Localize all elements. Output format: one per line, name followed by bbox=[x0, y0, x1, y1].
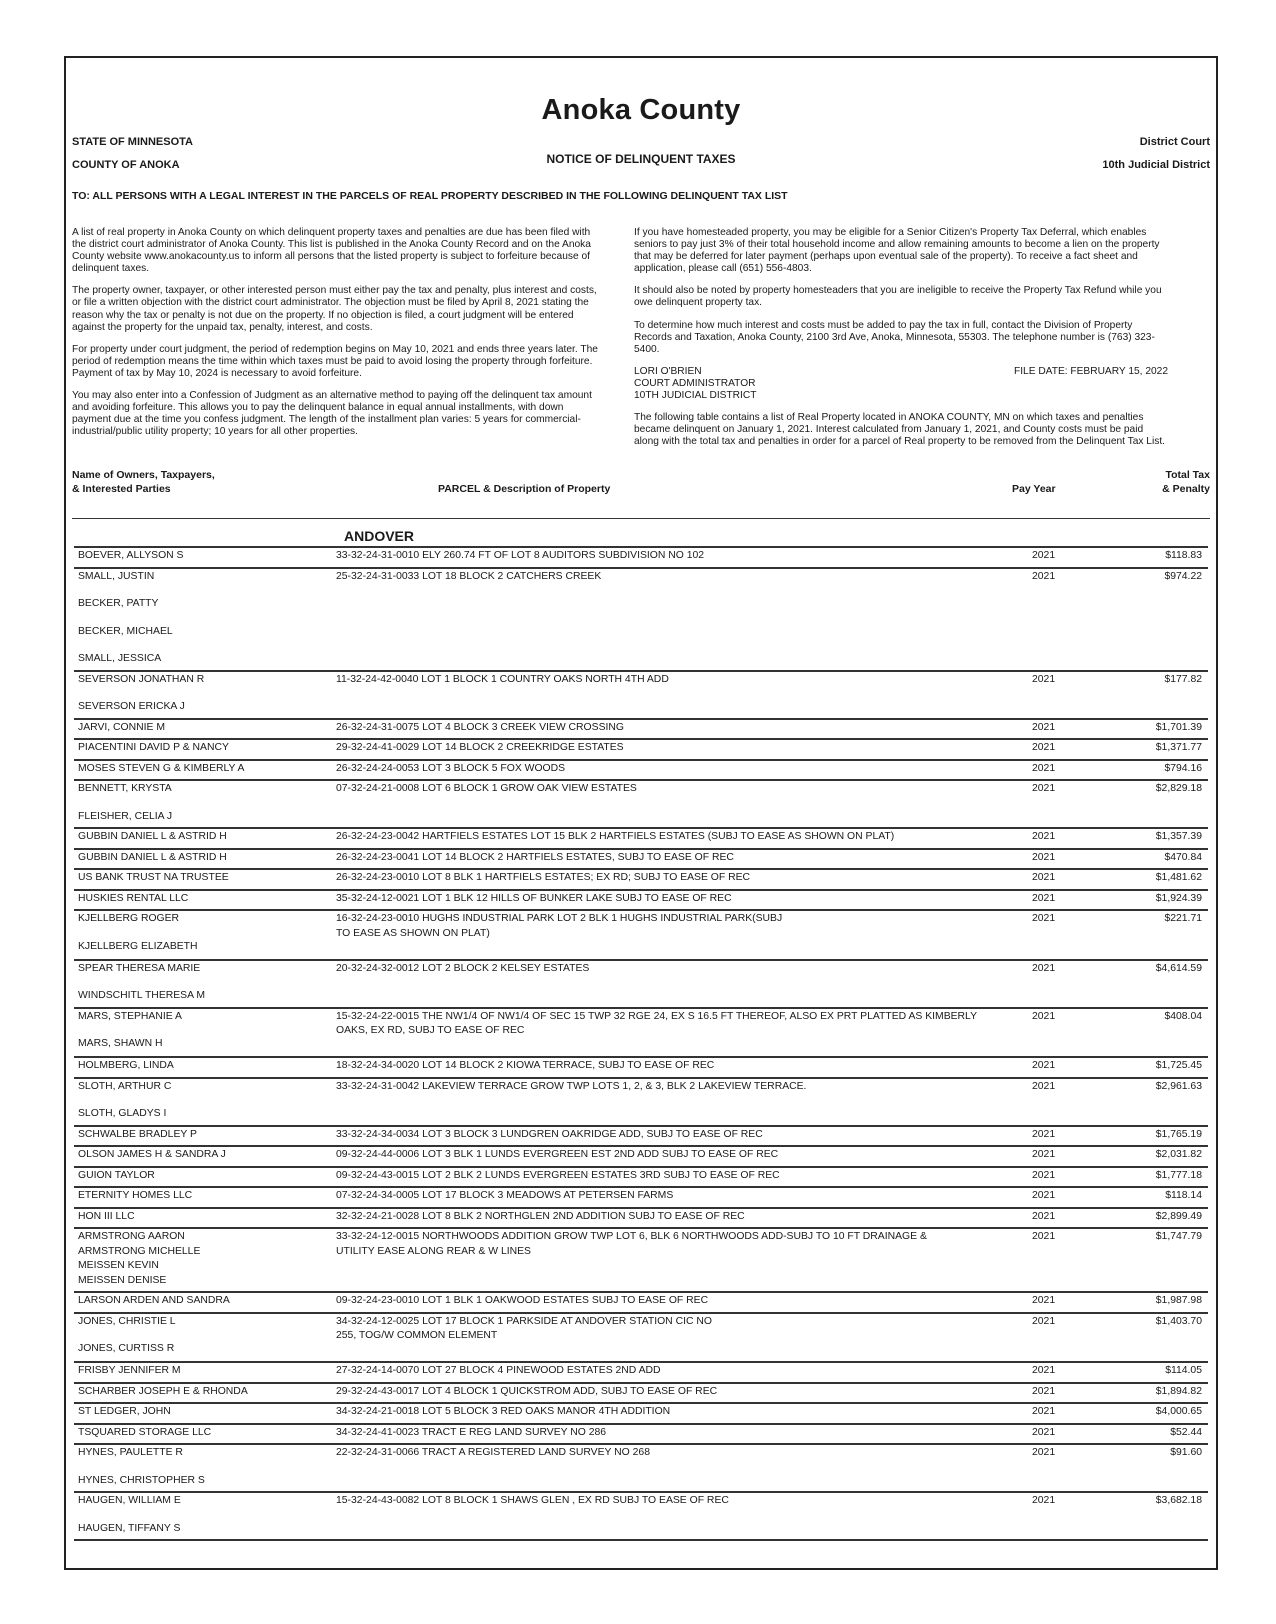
total-amount-cell: $1,701.39 bbox=[1155, 721, 1202, 733]
row-spacer bbox=[336, 797, 1016, 810]
owner-name: SCHWALBE BRADLEY P bbox=[78, 1128, 197, 1140]
pay-year-cell: 2021 bbox=[1032, 1426, 1056, 1438]
total-amount-cell: $4,000.65 bbox=[1155, 1406, 1202, 1417]
parcel-line: 16-32-24-23-0010 HUGHS INDUSTRIAL PARK LOT 2 BLK 1 HUGHS INDUSTRIAL PARK(SUBJ bbox=[336, 913, 783, 924]
intro-right-column bbox=[634, 227, 1168, 458]
total-amount-cell: $794.16 bbox=[1164, 762, 1202, 774]
parcel-description bbox=[336, 1405, 1016, 1420]
owner-name: MOSES STEVEN G & KIMBERLY A bbox=[78, 762, 245, 774]
parcel-line: 15-32-24-43-0082 LOT 8 BLOCK 1 SHAWS GLEN , EX RD SUBJ TO EASE OF REC bbox=[336, 1495, 729, 1506]
owner-name: BECKER, MICHAEL bbox=[78, 625, 173, 637]
section-heading: ANDOVER bbox=[344, 528, 415, 544]
parcel-line: 32-32-24-21-0028 LOT 8 BLK 2 NORTHGLEN 2ND ADDITION SUBJ TO EASE OF REC bbox=[336, 1210, 745, 1222]
owner-name: FLEISHER, CELIA J bbox=[78, 810, 173, 822]
owner-cell bbox=[78, 1148, 338, 1163]
total-amount-cell: $2,899.49 bbox=[1155, 1210, 1202, 1222]
parcel-line: 09-32-24-44-0006 LOT 3 BLK 1 LUNDS EVERGREEN EST 2ND ADD SUBJ TO EASE OF REC bbox=[336, 1149, 779, 1160]
total-amount-cell: $1,765.19 bbox=[1155, 1128, 1202, 1140]
pay-year-cell: 2021 bbox=[1032, 1231, 1056, 1242]
owner-cell bbox=[78, 1210, 338, 1225]
owner-name: SCHARBER JOSEPH E & RHONDA bbox=[78, 1385, 248, 1397]
parcel-column-header: PARCEL & Description of Property bbox=[438, 483, 611, 495]
owner-name: ETERNITY HOMES LLC bbox=[78, 1190, 193, 1201]
owner-spacer bbox=[78, 612, 338, 625]
owner-cell bbox=[78, 1128, 338, 1143]
row-spacer bbox=[336, 1094, 1016, 1107]
total-amount-cell: $52.44 bbox=[1170, 1426, 1202, 1438]
owner-spacer bbox=[78, 1509, 338, 1522]
intro-left-column bbox=[72, 227, 600, 448]
row-spacer bbox=[336, 1259, 1016, 1274]
owner-name: MARS, STEPHANIE A bbox=[78, 1010, 182, 1022]
owner-name: MEISSEN DENISE bbox=[78, 1274, 167, 1286]
table-row bbox=[74, 889, 1208, 910]
owner-spacer bbox=[78, 1024, 338, 1037]
notice-frame bbox=[64, 56, 1218, 1570]
parcel-line: 33-32-24-12-0015 NORTHWOODS ADDITION GROW TWP LOT 6, BLK 6 NORTHWOODS ADD-SUBJ TO 10 FT DRAINAGE & bbox=[336, 1231, 927, 1242]
total-amount-cell: $974.22 bbox=[1164, 570, 1202, 582]
parcel-description bbox=[336, 871, 1016, 886]
pay-year-cell: 2021 bbox=[1032, 550, 1056, 561]
parcel-description bbox=[336, 1169, 1016, 1184]
owner-name: HON III LLC bbox=[78, 1210, 135, 1222]
total-amount-cell: $1,924.39 bbox=[1155, 892, 1202, 904]
state-label: STATE OF MINNESOTA bbox=[72, 136, 193, 148]
table-row bbox=[74, 909, 1208, 959]
owner-cell bbox=[78, 782, 338, 824]
table-row bbox=[74, 1402, 1208, 1423]
table-row bbox=[74, 1007, 1208, 1057]
table-row bbox=[74, 1491, 1208, 1541]
owner-name: PIACENTINI DAVID P & NANCY bbox=[78, 742, 229, 753]
table-row bbox=[74, 1423, 1208, 1444]
intro-paragraph: It should also be noted by property homesteaders that you are ineligible to receive the Property Tax Refund while you owe delinquent property tax. bbox=[634, 285, 1162, 309]
district-label: 10th Judicial District bbox=[1102, 159, 1210, 171]
parcel-line: 33-32-24-31-0010 ELY 260.74 FT OF LOT 8 AUDITORS SUBDIVISION NO 102 bbox=[336, 550, 705, 561]
total-amount-cell: $118.14 bbox=[1165, 1190, 1202, 1201]
intro-paragraph: For property under court judgment, the period of redemption begins on May 10, 2021 and ends three years later. The period of redemption means the time within which taxes must be paid to avoid losing the property through forfeiture. Payment of tax by May 10, 2024 is necessary to avoid forfeiture. bbox=[72, 343, 598, 379]
total-amount-cell: $1,894.82 bbox=[1155, 1385, 1202, 1397]
total-amount-cell: $470.84 bbox=[1164, 851, 1202, 863]
parcel-line: 27-32-24-14-0070 LOT 27 BLOCK 4 PINEWOOD ESTATES 2ND ADD bbox=[336, 1365, 661, 1376]
owner-spacer bbox=[78, 687, 338, 700]
parcel-description bbox=[336, 1230, 1016, 1288]
parcel-description bbox=[336, 1294, 1016, 1309]
parcel-description bbox=[336, 1210, 1016, 1225]
owner-name: HYNES, CHRISTOPHER S bbox=[78, 1474, 205, 1486]
owner-name: GUBBIN DANIEL L & ASTRID H bbox=[78, 851, 227, 863]
pay-year-cell: 2021 bbox=[1032, 1169, 1056, 1181]
owner-cell bbox=[78, 1385, 338, 1400]
file-date: FILE DATE: FEBRUARY 15, 2022 bbox=[1013, 365, 1168, 377]
parcel-description bbox=[336, 741, 1016, 756]
owner-cell bbox=[78, 1494, 338, 1536]
pay-year-cell: 2021 bbox=[1032, 1010, 1056, 1022]
table-row bbox=[74, 1207, 1208, 1228]
total-amount-cell: $221.71 bbox=[1164, 913, 1202, 924]
owner-spacer bbox=[78, 584, 338, 597]
parcel-description bbox=[336, 673, 1016, 715]
row-spacer bbox=[336, 1461, 1016, 1474]
row-spacer bbox=[336, 652, 1016, 667]
parcel-line: 35-32-24-12-0021 LOT 1 BLK 12 HILLS OF BUNKER LAKE SUBJ TO EASE OF REC bbox=[336, 892, 732, 904]
owner-cell bbox=[78, 1230, 338, 1288]
owner-name: BENNETT, KRYSTA bbox=[78, 783, 172, 794]
parcel-description bbox=[336, 1010, 1016, 1054]
parcel-description bbox=[336, 892, 1016, 907]
total-amount-cell: $118.83 bbox=[1165, 550, 1202, 561]
parcel-description bbox=[336, 1080, 1016, 1122]
parcel-description bbox=[336, 721, 1016, 736]
parcel-description bbox=[336, 1385, 1016, 1400]
parcel-line: 26-32-24-31-0075 LOT 4 BLOCK 3 CREEK VIEW CROSSING bbox=[336, 721, 624, 733]
total-amount-cell: $1,987.98 bbox=[1155, 1295, 1202, 1306]
table-row bbox=[74, 738, 1208, 759]
table-row bbox=[74, 1077, 1208, 1125]
parcel-line: 26-32-24-23-0041 LOT 14 BLOCK 2 HARTFIELS ESTATES, SUBJ TO EASE OF REC bbox=[336, 851, 734, 863]
owner-name: MARS, SHAWN H bbox=[78, 1038, 163, 1049]
to-line: TO: ALL PERSONS WITH A LEGAL INTEREST IN THE PARCELS OF REAL PROPERTY DESCRIBED IN THE FOLLOWING DELINQUENT TAX LIST bbox=[72, 190, 788, 202]
pay-year-cell: 2021 bbox=[1032, 1365, 1056, 1376]
owner-spacer bbox=[78, 1329, 338, 1342]
row-spacer bbox=[336, 700, 1016, 715]
pay-year-cell: 2021 bbox=[1032, 1210, 1056, 1222]
owner-cell bbox=[78, 962, 338, 1004]
parcel-line: 29-32-24-43-0017 LOT 4 BLOCK 1 QUICKSTROM ADD, SUBJ TO EASE OF REC bbox=[336, 1385, 718, 1397]
total-amount-cell: $1,777.18 bbox=[1155, 1169, 1202, 1181]
county-label: COUNTY OF ANOKA bbox=[72, 159, 180, 171]
parcel-description bbox=[336, 1364, 1016, 1379]
owner-name: OLSON JAMES H & SANDRA J bbox=[78, 1149, 226, 1160]
parcel-line: 25-32-24-31-0033 LOT 18 BLOCK 2 CATCHERS CREEK bbox=[336, 570, 602, 582]
owner-spacer bbox=[78, 639, 338, 652]
owner-name: GUBBIN DANIEL L & ASTRID H bbox=[78, 831, 227, 842]
intro-paragraph: The property owner, taxpayer, or other interested person must either pay the tax and penalty, plus interest and costs, or file a written objection with the district court administrator. The objection must be filed by April 8, 2021 stating the reason why the tax or penalty is not due on the property. If no objection is filed, a court judgment will be entered against the property for the unpaid tax, penalty, interest, and costs. bbox=[72, 285, 597, 333]
total-amount-cell: $1,725.45 bbox=[1155, 1060, 1202, 1071]
total-column-header: Total Tax & Penalty bbox=[1162, 469, 1210, 495]
owner-name: FRISBY JENNIFER M bbox=[78, 1365, 181, 1376]
parcel-description bbox=[336, 570, 1016, 667]
owner-cell bbox=[78, 1364, 338, 1379]
owner-cell bbox=[78, 1315, 338, 1357]
owner-cell bbox=[78, 570, 338, 667]
parcel-description bbox=[336, 549, 1016, 564]
owner-column-header: Name of Owners, Taxpayers, & Interested Parties bbox=[72, 469, 215, 495]
table-row bbox=[74, 1166, 1208, 1187]
court-label: District Court bbox=[1139, 136, 1210, 148]
table-row bbox=[74, 1361, 1208, 1382]
pay-year-cell: 2021 bbox=[1032, 1080, 1056, 1092]
row-spacer bbox=[336, 1509, 1016, 1522]
intro-paragraph: The following table contains a list of Real Property located in ANOKA COUNTY, MN on which taxes and penalties became delinquent on January 1, 2021. Interest calculated from January 1, 2021, and County costs must be paid along with the total tax and penalties in order for a parcel of Real property to be removed from the Delinquent Tax List. bbox=[634, 412, 1165, 448]
row-spacer bbox=[336, 584, 1016, 597]
parcel-line: 09-32-24-23-0010 LOT 1 BLK 1 OAKWOOD ESTATES SUBJ TO EASE OF REC bbox=[336, 1295, 709, 1306]
row-spacer bbox=[336, 1039, 1016, 1054]
owner-cell bbox=[78, 721, 338, 736]
total-amount-cell: $2,829.18 bbox=[1155, 783, 1202, 794]
owner-name: HUSKIES RENTAL LLC bbox=[78, 892, 189, 904]
owner-name: HAUGEN, WILLIAM E bbox=[78, 1495, 181, 1506]
owner-cell bbox=[78, 1446, 338, 1488]
pay-year-cell: 2021 bbox=[1032, 892, 1056, 904]
pay-year-cell: 2021 bbox=[1032, 673, 1056, 685]
row-spacer bbox=[336, 976, 1016, 989]
row-spacer bbox=[336, 597, 1016, 612]
parcel-line: 33-32-24-34-0034 LOT 3 BLOCK 3 LUNDGREN OAKRIDGE ADD, SUBJ TO EASE OF REC bbox=[336, 1128, 763, 1140]
owner-name: KJELLBERG ROGER bbox=[78, 913, 180, 924]
owner-cell bbox=[78, 830, 338, 845]
owner-name: ARMSTRONG MICHELLE bbox=[78, 1245, 201, 1257]
parcel-line: OAKS, EX RD, SUBJ TO EASE OF REC bbox=[336, 1025, 525, 1036]
row-spacer bbox=[336, 1274, 1016, 1289]
total-amount-cell: $2,961.63 bbox=[1155, 1080, 1202, 1092]
total-amount-cell: $1,357.39 bbox=[1155, 831, 1202, 842]
table-row bbox=[74, 567, 1208, 670]
parcel-description bbox=[336, 1128, 1016, 1143]
owner-spacer bbox=[78, 1461, 338, 1474]
owner-name: ST LEDGER, JOHN bbox=[78, 1406, 171, 1417]
table-row bbox=[74, 779, 1208, 827]
parcel-description bbox=[336, 962, 1016, 1004]
parcel-description bbox=[336, 1148, 1016, 1163]
owner-name: HOLMBERG, LINDA bbox=[78, 1060, 174, 1071]
delinquent-tax-list bbox=[74, 546, 1208, 1541]
pay-year-cell: 2021 bbox=[1032, 721, 1056, 733]
owner-name: US BANK TRUST NA TRUSTEE bbox=[78, 872, 229, 883]
owner-cell bbox=[78, 1189, 338, 1204]
parcel-line: 15-32-24-22-0015 THE NW1/4 OF NW1/4 OF SEC 15 TWP 32 RGE 24, EX S 16.5 FT THEREOF, ALSO EX PRT PLATTED AS KIMBERLY bbox=[336, 1010, 977, 1022]
owner-cell bbox=[78, 1010, 338, 1052]
owner-name: MEISSEN KEVIN bbox=[78, 1260, 159, 1271]
owner-cell bbox=[78, 851, 338, 866]
total-amount-cell: $3,682.18 bbox=[1155, 1495, 1202, 1506]
row-spacer bbox=[336, 989, 1016, 1004]
pay-year-cell: 2021 bbox=[1032, 570, 1056, 582]
pay-year-cell: 2021 bbox=[1032, 762, 1056, 774]
owner-name: HAUGEN, TIFFANY S bbox=[78, 1522, 181, 1534]
owner-cell bbox=[78, 892, 338, 907]
table-row bbox=[74, 1312, 1208, 1362]
row-spacer bbox=[336, 1522, 1016, 1537]
table-row bbox=[74, 959, 1208, 1007]
total-amount-cell: $1,747.79 bbox=[1155, 1231, 1202, 1242]
table-row bbox=[74, 670, 1208, 718]
parcel-line: 34-32-24-41-0023 TRACT E REG LAND SURVEY NO 286 bbox=[336, 1426, 607, 1438]
owner-name: BOEVER, ALLYSON S bbox=[78, 550, 184, 561]
pay-year-cell: 2021 bbox=[1032, 742, 1056, 753]
page-title: Anoka County bbox=[541, 94, 741, 126]
parcel-description bbox=[336, 1426, 1016, 1441]
pay-year-cell: 2021 bbox=[1032, 1060, 1056, 1071]
parcel-line: 29-32-24-41-0029 LOT 14 BLOCK 2 CREEKRIDGE ESTATES bbox=[336, 742, 624, 753]
parcel-line: 26-32-24-23-0042 HARTFIELS ESTATES LOT 15 BLK 2 HARTFIELS ESTATES (SUBJ TO EASE AS SHOWN ON PLAT) bbox=[336, 831, 895, 842]
table-row bbox=[74, 759, 1208, 780]
pay-year-cell: 2021 bbox=[1032, 872, 1056, 883]
pay-year-cell: 2021 bbox=[1032, 1495, 1056, 1506]
parcel-line: 11-32-24-42-0040 LOT 1 BLOCK 1 COUNTRY OAKS NORTH 4TH ADD bbox=[336, 673, 669, 685]
total-amount-cell: $1,403.70 bbox=[1155, 1315, 1202, 1327]
year-column-header: Pay Year bbox=[1012, 483, 1056, 495]
parcel-line: 33-32-24-31-0042 LAKEVIEW TERRACE GROW TWP LOTS 1, 2, & 3, BLK 2 LAKEVIEW TERRACE. bbox=[336, 1080, 807, 1092]
owner-name: SPEAR THERESA MARIE bbox=[78, 962, 201, 974]
total-amount-cell: $177.82 bbox=[1164, 673, 1202, 685]
owner-name: TSQUARED STORAGE LLC bbox=[78, 1426, 212, 1438]
signature-title: COURT ADMINISTRATOR bbox=[634, 377, 756, 389]
signature-district: 10TH JUDICIAL DISTRICT bbox=[634, 390, 757, 402]
signature-name: LORI O'BRIEN bbox=[634, 365, 702, 377]
row-spacer bbox=[336, 941, 1016, 956]
pay-year-cell: 2021 bbox=[1032, 1128, 1056, 1140]
owner-name: JONES, CURTISS R bbox=[78, 1343, 175, 1354]
table-row bbox=[74, 868, 1208, 889]
owner-name: BECKER, PATTY bbox=[78, 598, 159, 609]
owner-name: JONES, CHRISTIE L bbox=[78, 1315, 176, 1327]
parcel-line: 07-32-24-34-0005 LOT 17 BLOCK 3 MEADOWS AT PETERSEN FARMS bbox=[336, 1190, 674, 1201]
row-spacer bbox=[336, 810, 1016, 825]
parcel-line: TO EASE AS SHOWN ON PLAT) bbox=[336, 927, 490, 939]
table-row bbox=[74, 1125, 1208, 1146]
owner-name: SEVERSON ERICKA J bbox=[78, 701, 185, 712]
parcel-line: UTILITY EASE ALONG REAR & W LINES bbox=[336, 1245, 531, 1257]
pay-year-cell: 2021 bbox=[1032, 831, 1056, 842]
total-amount-cell: $1,481.62 bbox=[1155, 872, 1202, 883]
table-row bbox=[74, 1382, 1208, 1403]
row-spacer bbox=[336, 639, 1016, 652]
owner-cell bbox=[78, 673, 338, 715]
parcel-description bbox=[336, 782, 1016, 824]
pay-year-cell: 2021 bbox=[1032, 1406, 1056, 1417]
total-amount-cell: $4,614.59 bbox=[1155, 962, 1202, 974]
intro-paragraph: A list of real property in Anoka County on which delinquent property taxes and penalties are due has been filed with the district court administrator of Anoka County. This list is published in the Anoka County Record and on the Anoka County website www.anokacounty.us to inform all persons that the listed property is subject to forfeiture because of delinquent taxes. bbox=[72, 227, 591, 275]
parcel-description bbox=[336, 1446, 1016, 1488]
row-spacer bbox=[336, 1107, 1016, 1122]
parcel-line: 22-32-24-31-0066 TRACT A REGISTERED LAND SURVEY NO 268 bbox=[336, 1447, 650, 1458]
owner-name: WINDSCHITL THERESA M bbox=[78, 990, 206, 1001]
owner-cell bbox=[78, 741, 338, 756]
notice-heading: NOTICE OF DELINQUENT TAXES bbox=[546, 152, 736, 166]
table-row bbox=[74, 1291, 1208, 1312]
total-amount-cell: $2,031.82 bbox=[1155, 1149, 1202, 1160]
parcel-description bbox=[336, 912, 1016, 956]
pay-year-cell: 2021 bbox=[1032, 1385, 1056, 1397]
table-row bbox=[74, 1145, 1208, 1166]
intro-paragraph: To determine how much interest and costs must be added to pay the tax in full, contact the Division of Property Records and Taxation, Anoka County, 2100 3rd Ave, Anoka, Minnesota, 55303. The telephone number is (763) 323-5400. bbox=[634, 319, 1155, 355]
pay-year-cell: 2021 bbox=[1032, 1190, 1056, 1201]
row-spacer bbox=[336, 687, 1016, 700]
signature-block bbox=[634, 366, 1168, 402]
row-spacer bbox=[336, 625, 1016, 640]
owner-spacer bbox=[78, 797, 338, 810]
owner-cell bbox=[78, 1059, 338, 1074]
owner-cell bbox=[78, 1080, 338, 1122]
parcel-line: 18-32-24-34-0020 LOT 14 BLOCK 2 KIOWA TERRACE, SUBJ TO EASE OF REC bbox=[336, 1060, 715, 1071]
owner-name: KJELLBERG ELIZABETH bbox=[78, 940, 198, 952]
row-spacer bbox=[336, 1344, 1016, 1359]
total-amount-cell: $91.60 bbox=[1170, 1447, 1202, 1458]
owner-name: SLOTH, ARTHUR C bbox=[78, 1080, 172, 1092]
owner-cell bbox=[78, 1294, 338, 1309]
parcel-line: 26-32-24-23-0010 LOT 8 BLK 1 HARTFIELS ESTATES; EX RD; SUBJ TO EASE OF REC bbox=[336, 872, 751, 883]
owner-spacer bbox=[78, 976, 338, 989]
pay-year-cell: 2021 bbox=[1032, 1295, 1056, 1306]
owner-spacer bbox=[78, 927, 338, 940]
parcel-description bbox=[336, 851, 1016, 866]
pay-year-cell: 2021 bbox=[1032, 783, 1056, 794]
owner-cell bbox=[78, 871, 338, 886]
parcel-line: 09-32-24-43-0015 LOT 2 BLK 2 LUNDS EVERGREEN ESTATES 3RD SUBJ TO EASE OF REC bbox=[336, 1169, 780, 1181]
owner-name: GUION TAYLOR bbox=[78, 1169, 155, 1181]
parcel-description bbox=[336, 1494, 1016, 1536]
owner-name: SLOTH, GLADYS I bbox=[78, 1108, 167, 1119]
owner-name: LARSON ARDEN AND SANDRA bbox=[78, 1295, 230, 1306]
pay-year-cell: 2021 bbox=[1032, 1149, 1056, 1160]
owner-name: HYNES, PAULETTE R bbox=[78, 1447, 183, 1458]
owner-name: SMALL, JESSICA bbox=[78, 653, 162, 664]
owner-cell bbox=[78, 549, 338, 564]
parcel-line: 20-32-24-32-0012 LOT 2 BLOCK 2 KELSEY ESTATES bbox=[336, 962, 590, 974]
total-amount-cell: $1,371.77 bbox=[1155, 742, 1202, 753]
owner-name: ARMSTRONG AARON bbox=[78, 1231, 185, 1242]
parcel-line: 255, TOG/W COMMON ELEMENT bbox=[336, 1330, 498, 1341]
owner-name: JARVI, CONNIE M bbox=[78, 721, 165, 733]
pay-year-cell: 2021 bbox=[1032, 962, 1056, 974]
parcel-line: 26-32-24-24-0053 LOT 3 BLOCK 5 FOX WOODS bbox=[336, 762, 566, 774]
intro-paragraph: You may also enter into a Confession of Judgment as an alternative method to paying off the delinquent tax amount and avoiding forfeiture. This allows you to pay the delinquent balance in equal annual installments, with down payment due at the time you confess judgment. The length of the installment plan varies: 5 years for commercial-industrial/public utility property; 10 years for all other properties. bbox=[72, 390, 592, 438]
table-row bbox=[74, 718, 1208, 739]
total-amount-cell: $114.05 bbox=[1165, 1365, 1202, 1376]
pay-year-cell: 2021 bbox=[1032, 1315, 1056, 1327]
row-spacer bbox=[336, 1474, 1016, 1489]
table-row bbox=[74, 1056, 1208, 1077]
intro-paragraph: If you have homesteaded property, you may be eligible for a Senior Citizen's Property Tax Deferral, which enables seniors to pay just 3% of their total household income and allow remaining amounts to become a lien on the property that may be deferred for later payment (perhaps upon eventual sale of the property). To receive a fact sheet and application, please call (651) 556-4803. bbox=[634, 227, 1160, 275]
parcel-description bbox=[336, 1315, 1016, 1359]
table-row bbox=[74, 827, 1208, 848]
parcel-line: 34-32-24-12-0025 LOT 17 BLOCK 1 PARKSIDE AT ANDOVER STATION CIC NO bbox=[336, 1315, 712, 1327]
owner-cell bbox=[78, 762, 338, 777]
owner-cell bbox=[78, 1405, 338, 1420]
parcel-description bbox=[336, 1189, 1016, 1204]
pay-year-cell: 2021 bbox=[1032, 1447, 1056, 1458]
parcel-description bbox=[336, 1059, 1016, 1074]
table-row bbox=[74, 546, 1208, 567]
table-row bbox=[74, 848, 1208, 869]
owner-spacer bbox=[78, 1094, 338, 1107]
total-amount-cell: $408.04 bbox=[1164, 1010, 1202, 1022]
header-divider bbox=[72, 518, 1210, 519]
table-row bbox=[74, 1443, 1208, 1491]
parcel-line: 34-32-24-21-0018 LOT 5 BLOCK 3 RED OAKS MANOR 4TH ADDITION bbox=[336, 1406, 671, 1417]
parcel-description bbox=[336, 830, 1016, 845]
table-row bbox=[74, 1227, 1208, 1291]
owner-cell bbox=[78, 1426, 338, 1441]
parcel-description bbox=[336, 762, 1016, 777]
owner-cell bbox=[78, 1169, 338, 1184]
pay-year-cell: 2021 bbox=[1032, 851, 1056, 863]
owner-name: SEVERSON JONATHAN R bbox=[78, 673, 205, 685]
row-spacer bbox=[336, 612, 1016, 625]
owner-cell bbox=[78, 912, 338, 954]
pay-year-cell: 2021 bbox=[1032, 913, 1056, 924]
table-row bbox=[74, 1186, 1208, 1207]
owner-name: SMALL, JUSTIN bbox=[78, 570, 155, 582]
parcel-line: 07-32-24-21-0008 LOT 6 BLOCK 1 GROW OAK VIEW ESTATES bbox=[336, 783, 637, 794]
